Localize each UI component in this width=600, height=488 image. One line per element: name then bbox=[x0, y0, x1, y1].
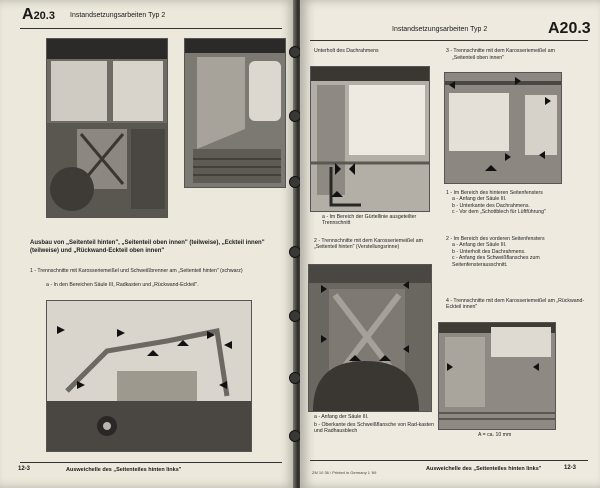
photo-rear-corner-panel bbox=[184, 38, 286, 188]
footer-rule-left bbox=[20, 462, 282, 463]
list-front-window-item: c - Anfang des Schweißflansches zum Seitenfensterausschnitt. bbox=[452, 255, 540, 268]
photo-interior-rear-side bbox=[46, 38, 168, 218]
list-rear-window-item: 1 - Im Bereich des hinteren Seitenfensters bbox=[446, 190, 543, 196]
caption-a-belt-line: a - Im Bereich der Gürtellinie ausgeteilter Trennschnitt bbox=[322, 214, 417, 227]
caption-top-right-1: 3 - Trennschnitte mit dem Karosseriemeißel am bbox=[446, 48, 555, 54]
page-number-left: 12-3 bbox=[18, 466, 31, 472]
list-rear-window bbox=[446, 190, 592, 216]
photo-wheel-arch-corner bbox=[308, 264, 432, 412]
photo-rear-corner-inner bbox=[438, 322, 556, 430]
caption-bottom-a: a - Anfang der Säule III. bbox=[314, 414, 369, 420]
left-page bbox=[0, 0, 296, 488]
photo-cut-lines-rear-side bbox=[46, 300, 252, 452]
footer-rule-right bbox=[310, 460, 588, 461]
header-title-right: Instandsetzungsarbeiten Typ 2 bbox=[392, 26, 488, 33]
step-1-text: 1 - Trennschnitte mit Karosseriemeißel und Schweißbrenner am „Seitenteil hinten" (schwarz) bbox=[30, 268, 243, 274]
section-code-right: A20.3 bbox=[548, 20, 591, 37]
caption-top-right-2: „Seitenteil oben innen" bbox=[452, 55, 505, 61]
photo-roof-frame-cut bbox=[310, 66, 430, 212]
list-front-window-item: 2 - Im Bereich des vorderen Seitenfensters bbox=[446, 236, 545, 242]
print-note: ZM 10 36 / Printed in Germany 1 '69 bbox=[312, 470, 377, 475]
header-title-left: Instandsetzungsarbeiten Typ 2 bbox=[70, 12, 166, 19]
header-rule-right bbox=[310, 40, 588, 41]
page-number-right: 12-3 bbox=[564, 465, 577, 471]
list-rear-window-item: a - Anfang der Säule III. bbox=[452, 196, 507, 203]
footer-title-right: Ausweichelle des „Seitenteiles hinten links" bbox=[426, 466, 542, 472]
step-1a-text: a - In den Bereichen Säule III, Radkasten und „Rückwand-Eckteil". bbox=[46, 282, 199, 288]
measurement-note: A = ca. 10 mm bbox=[478, 432, 512, 438]
list-rear-window-item: b - Unterkante des Dachrahmens. bbox=[452, 202, 530, 209]
section-code-left: A20.3 bbox=[22, 6, 55, 23]
caption-bottom-b: b - Oberkante des Schweißflansche von Rad-kasten und Radhausblech bbox=[314, 422, 434, 435]
right-page bbox=[300, 0, 600, 488]
caption-top-left: Unterholt des Dachrahmens bbox=[314, 48, 379, 54]
removal-heading: Ausbau von „Seitenteil hinten", „Seitenteil oben innen" (teilweise), „Eckteil innen" (teilweise) und „Rückwand-Eckteil oben innen" bbox=[30, 240, 265, 254]
list-front-window-item: a - Anfang der Säule III. bbox=[452, 242, 507, 249]
footer-title-left: Ausweichelle des „Seitenteiles hinten links" bbox=[66, 467, 182, 473]
caption-step-4: 4 - Trennschnitte mit dem Karosseriemeißel am „Rückwand-Eckteil innen" bbox=[446, 298, 585, 311]
header-rule-left bbox=[20, 28, 282, 29]
list-rear-window-item: c - Vor dem „Schottblech für Lüftführung" bbox=[452, 209, 546, 216]
caption-step-2: 2 - Trennschnitte mit dem Karosseriemeißel am „Seitenteil hinten" (Verstellungsrinne) bbox=[314, 238, 423, 251]
list-front-window bbox=[446, 236, 592, 268]
list-front-window-item: b - Unterholt des Dachrahmens. bbox=[452, 248, 526, 255]
photo-upper-inner-panel bbox=[444, 72, 562, 184]
